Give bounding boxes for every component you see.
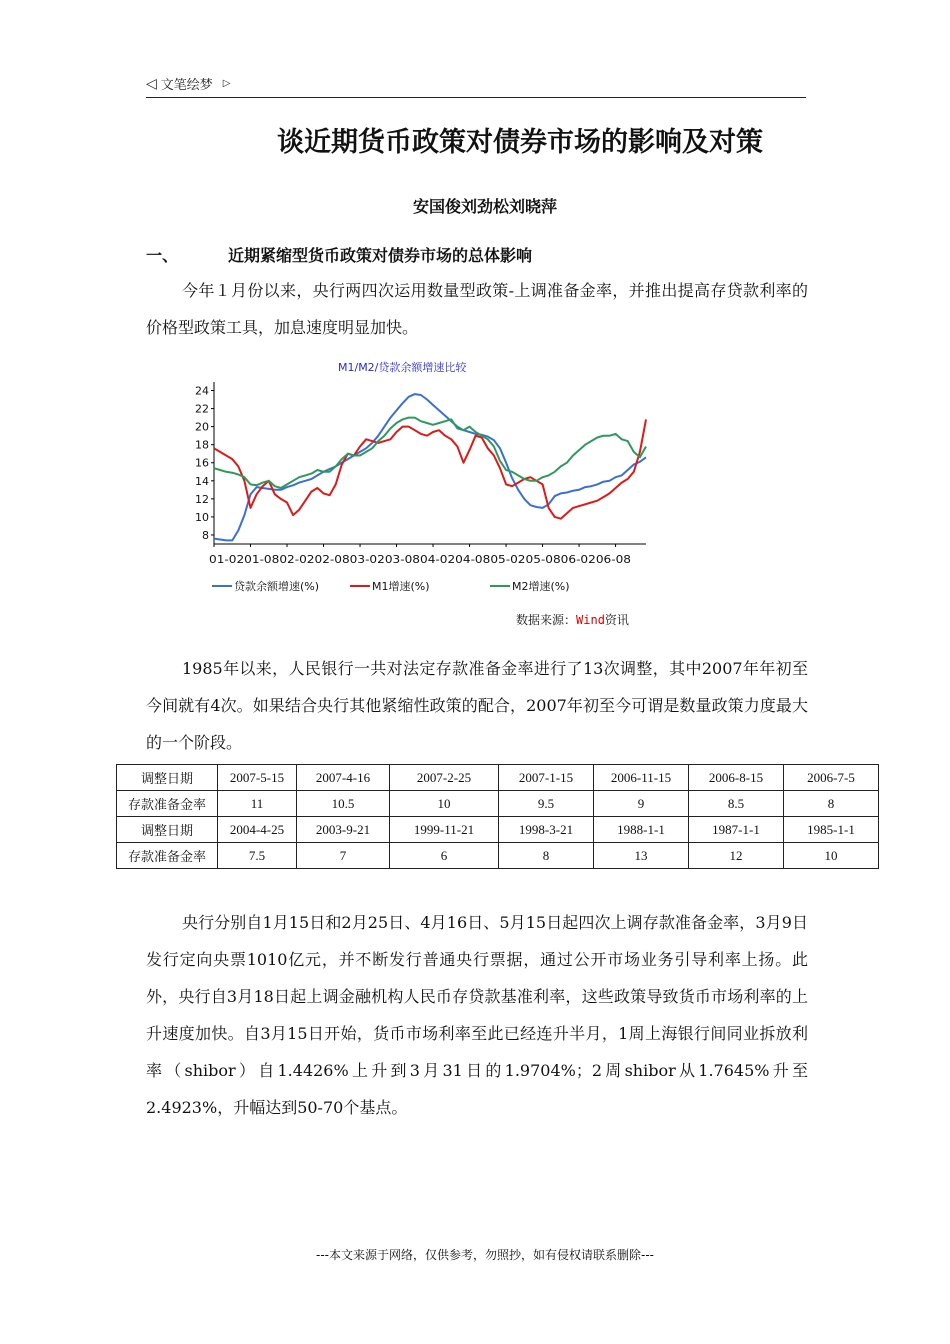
y-tick-label: 22	[195, 402, 209, 416]
table-cell: 2007-1-15	[499, 765, 594, 791]
table-cell: 2007-4-16	[297, 765, 390, 791]
section-heading	[146, 243, 532, 266]
table-cell: 8.5	[689, 791, 784, 817]
table-cell: 13	[594, 843, 689, 869]
table-cell: 9	[594, 791, 689, 817]
table-cell: 2006-11-15	[594, 765, 689, 791]
series-line-m1	[214, 419, 646, 518]
brand-text: 文笔绘梦	[160, 78, 213, 93]
y-tick-label: 12	[195, 492, 209, 506]
table-cell: 12	[689, 843, 784, 869]
paragraph-2: 1985年以来，人民银行一共对法定存款准备金率进行了13次调整，其中2007年年初至今间就有4次。如果结合央行其他紧缩性政策的配合，2007年初至今可谓是数量政策力度最大的一个阶段。	[146, 659, 808, 752]
reserve-ratio-table	[116, 764, 879, 869]
series-line-m2	[214, 418, 646, 488]
y-tick-label: 14	[195, 474, 209, 488]
section-title: 近期紧缩型货币政策对债券市场的总体影响	[228, 246, 533, 265]
right-arrow-icon: ▷	[222, 78, 231, 89]
y-tick-label: 18	[195, 438, 209, 452]
table-row	[117, 817, 879, 843]
y-tick-label: 10	[195, 510, 209, 524]
y-tick-label: 16	[195, 456, 209, 470]
table-cell: 1987-1-1	[689, 817, 784, 843]
table-cell: 1985-1-1	[784, 817, 879, 843]
table-cell: 7	[297, 843, 390, 869]
source-label: 数据来源：	[516, 613, 577, 627]
y-tick-label: 24	[195, 384, 209, 398]
table-cell: 2003-9-21	[297, 817, 390, 843]
section-number: 一、	[146, 246, 179, 265]
y-tick-label: 8	[202, 528, 209, 542]
table-cell: 2007-2-25	[390, 765, 499, 791]
legend-label-loan: 贷款余额增速(%)	[234, 580, 320, 593]
table-row	[117, 791, 879, 817]
series-line-loan	[214, 394, 646, 540]
table-row-label: 调整日期	[117, 817, 218, 843]
paragraph-1: 今年１月份以来，央行两四次运用数量型政策-上调准备金率，并推出提高存贷款利率的价格型政策工具，加息速度明显加快。	[146, 281, 808, 337]
footer-notice: ---本文来源于网络，仅供参考，勿照抄，如有侵权请联系删除---	[316, 1248, 654, 1262]
chart-title: M1/M2/贷款余额增速比较	[338, 361, 467, 374]
table-cell: 6	[390, 843, 499, 869]
table-cell: 1999-11-21	[390, 817, 499, 843]
paragraph-3: 央行分别自1月15日和2月25日、4月16日、5月15日起四次上调存款准备金率，3月9日发行定向央票1010亿元，并不断发行普通央行票据，通过公开市场业务引导利率上扬。此外，央行自3月18日起上调金融机构人民币存贷款基准利率，这些政策导致货币市场利率的上升速度加快。自3月15日开始，货币市场利率至此已经连升半月，1周上海银行间同业拆放利率（shibor）自1.4426%上升到3月31日的1.9704%；2周shibor从1.7645%升至2.4923%，升幅达到50-70个基点。	[146, 913, 808, 1117]
table-cell: 7.5	[218, 843, 297, 869]
chart	[190, 352, 670, 637]
table-row-label: 存款准备金率	[117, 791, 218, 817]
table-cell: 10.5	[297, 791, 390, 817]
table-cell: 2006-8-15	[689, 765, 784, 791]
table-row-label: 存款准备金率	[117, 843, 218, 869]
table-cell: 1998-3-21	[499, 817, 594, 843]
chart-svg	[190, 352, 670, 637]
source-brand: Wind	[576, 613, 605, 627]
y-tick-label: 20	[195, 420, 209, 434]
table-cell: 8	[784, 791, 879, 817]
table-cell: 10	[784, 843, 879, 869]
table-cell: 2004-4-25	[218, 817, 297, 843]
left-arrow-icon: ◁	[146, 75, 157, 92]
data-source	[516, 612, 629, 627]
source-suffix: 资讯	[604, 613, 629, 627]
table-cell: 8	[499, 843, 594, 869]
table-row	[117, 843, 879, 869]
table-cell: 10	[390, 791, 499, 817]
document-title: 谈近期货币政策对债券市场的影响及对策	[277, 127, 763, 158]
legend-label-m2: M2增速(%)	[512, 580, 570, 593]
table-cell: 2006-7-5	[784, 765, 879, 791]
table-row	[117, 765, 879, 791]
table-row-label: 调整日期	[117, 765, 218, 791]
table-cell: 2007-5-15	[218, 765, 297, 791]
legend-label-m1: M1增速(%)	[372, 580, 430, 593]
header-rule	[146, 97, 806, 98]
table-cell: 1988-1-1	[594, 817, 689, 843]
x-tick-labels: 01-0201-0802-0202-0803-0203-0804-0204-0805-0205-0806-0206-08	[209, 553, 631, 566]
authors: 安国俊刘劲松刘晓萍	[412, 197, 557, 216]
header-brand	[146, 74, 231, 93]
table-cell: 11	[218, 791, 297, 817]
table-cell: 9.5	[499, 791, 594, 817]
